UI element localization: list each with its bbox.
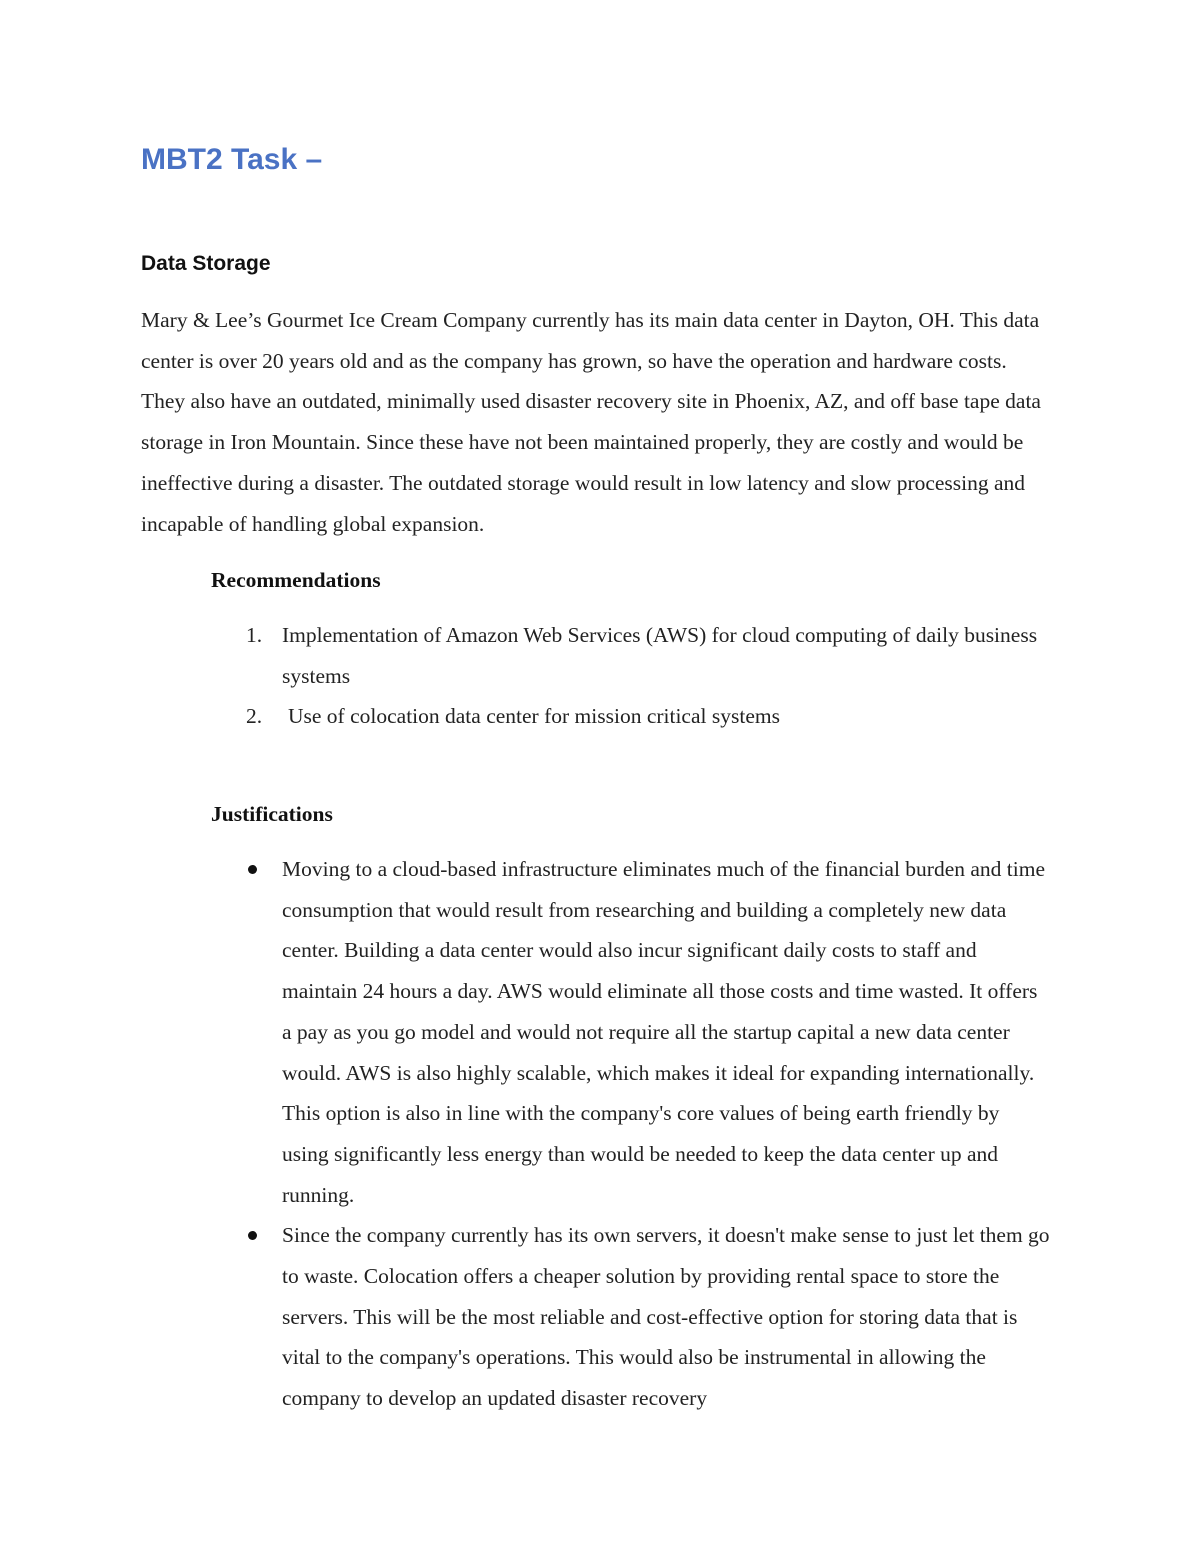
justification-item	[211, 1215, 1051, 1419]
bullet-icon	[248, 1231, 257, 1240]
intro-paragraph: Mary & Lee’s Gourmet Ice Cream Company currently has its main data center in Dayton, OH. This data center is over 20 years old and as the company has grown, so have the operation and hardware costs. They also have an outdated, minimally used disaster recovery site in Phoenix, AZ, and off base tape data storage in Iron Mountain. Since these have not been maintained properly, they are costly and would be ineffective during a disaster. The outdated storage would result in low latency and slow processing and incapable of handling global expansion.	[141, 308, 1041, 536]
recommendation-item	[211, 696, 1051, 737]
recommendations-list	[211, 615, 1051, 737]
justification-item	[211, 849, 1051, 1215]
justification-text: Since the company currently has its own servers, it doesn't make sense to just let them go to waste. Colocation offers a cheaper solution by providing rental space to store the servers. This will be the most reliable and cost-effective option for storing data that is vital to the company's operations. This would also be instrumental in allowing the company to develop an updated disaster recovery	[282, 1223, 1050, 1411]
recommendations-heading: Recommendations	[211, 568, 381, 592]
recommendation-item	[211, 615, 1051, 696]
list-number: 1.	[246, 623, 263, 647]
justification-text: Moving to a cloud-based infrastructure eliminates much of the financial burden and time consumption that would result from researching and building a completely new data center. Building a data center would also incur significant daily costs to staff and maintain 24 hours a day. AWS would eliminate all those costs and time wasted. It offers a pay as you go model and would not require all the startup capital a new data center would. AWS is also highly scalable, which makes it ideal for expanding internationally. This option is also in line with the company's core values of being earth friendly by using significantly less energy than would be needed to keep the data center up and running.	[282, 857, 1046, 1207]
justifications-list	[211, 849, 1051, 1419]
recommendation-text: Use of colocation data center for mission critical systems	[288, 704, 780, 729]
document-title: MBT2 Task –	[141, 143, 323, 176]
section-heading-data-storage: Data Storage	[141, 252, 271, 275]
recommendation-text: Implementation of Amazon Web Services (AWS) for cloud computing of daily business systems	[282, 623, 1038, 688]
justifications-heading: Justifications	[211, 802, 333, 826]
list-number: 2.	[246, 704, 263, 729]
bullet-icon	[248, 865, 257, 874]
